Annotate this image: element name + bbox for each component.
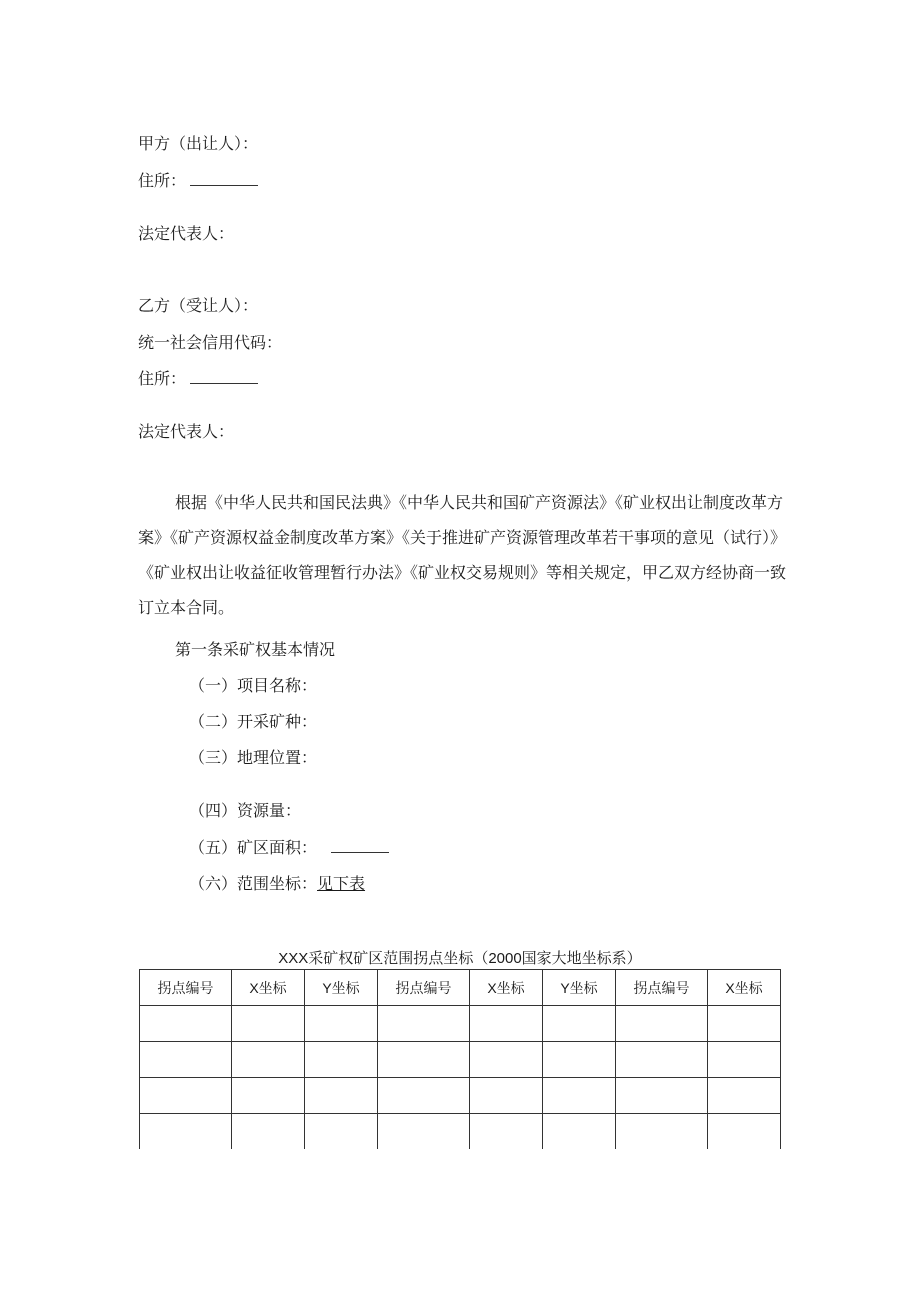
table-cell[interactable]: [470, 1042, 543, 1078]
table-cell[interactable]: [708, 1042, 781, 1078]
table-cell[interactable]: [140, 1006, 232, 1042]
party-a-address-blank[interactable]: [190, 171, 258, 186]
article-1-heading: 第一条采矿权基本情况: [175, 640, 336, 659]
header-cell: Y坐标: [543, 970, 616, 1006]
preamble-paragraph: [138, 485, 798, 625]
table-cell[interactable]: [616, 1006, 708, 1042]
party-b-credit-code: 统一社会信用代码：: [138, 333, 283, 352]
table-cell[interactable]: [470, 1078, 543, 1114]
item-location: （三）地理位置：: [189, 748, 318, 767]
item-coordinates: [189, 874, 365, 894]
table-cell[interactable]: [543, 1006, 616, 1042]
table-cell[interactable]: [378, 1042, 470, 1078]
item-area: [189, 838, 389, 858]
party-b-address-label: 住所：: [138, 369, 187, 388]
table-row: [140, 1042, 781, 1078]
item-coordinates-label: （六）范围坐标：: [189, 874, 318, 893]
header-cell: X坐标: [232, 970, 305, 1006]
party-b-representative: 法定代表人：: [138, 422, 235, 441]
table-cell[interactable]: [543, 1042, 616, 1078]
table-cell[interactable]: [140, 1114, 232, 1150]
party-b-title: 乙方（受让人）：: [138, 296, 259, 315]
item-area-blank[interactable]: [331, 838, 389, 853]
table-cell[interactable]: [616, 1042, 708, 1078]
table-row: [140, 1114, 781, 1150]
table-cell[interactable]: [305, 1114, 378, 1150]
item-area-label: （五）矿区面积：: [189, 838, 318, 857]
preamble-text: 根据《中华人民共和国民法典》《中华人民共和国矿产资源法》《矿业权出让制度改革方案》《矿产资源权益金制度改革方案》《关于推进矿产资源管理改革若干事项的意见（试行）》《矿业权出让收益征收管理暂行办法》《矿业权交易规则》等相关规定，甲乙双方经协商一致订立本合同。: [138, 493, 787, 617]
header-cell: 拐点编号: [378, 970, 470, 1006]
coordinate-table: [139, 969, 781, 1149]
table-cell[interactable]: [543, 1078, 616, 1114]
table-cell[interactable]: [140, 1042, 232, 1078]
table-cell[interactable]: [708, 1114, 781, 1150]
table-cell[interactable]: [305, 1042, 378, 1078]
party-a-title: 甲方（出让人）：: [138, 134, 259, 153]
header-cell: 拐点编号: [616, 970, 708, 1006]
table-cell[interactable]: [232, 1042, 305, 1078]
table-header-row: [140, 970, 781, 1006]
table-cell[interactable]: [708, 1078, 781, 1114]
party-a-address-label: 住所：: [138, 171, 187, 190]
table-cell[interactable]: [470, 1114, 543, 1150]
see-table-link: 见下表: [317, 874, 366, 893]
party-b-address-blank[interactable]: [190, 369, 258, 384]
header-cell: 拐点编号: [140, 970, 232, 1006]
header-cell: X坐标: [708, 970, 781, 1006]
table-cell[interactable]: [378, 1006, 470, 1042]
party-a-representative: 法定代表人：: [138, 224, 235, 243]
table-cell[interactable]: [305, 1006, 378, 1042]
table-cell[interactable]: [378, 1078, 470, 1114]
table-cell[interactable]: [232, 1006, 305, 1042]
item-resources: （四）资源量：: [189, 801, 302, 820]
table-cell[interactable]: [140, 1078, 232, 1114]
table-cell[interactable]: [470, 1006, 543, 1042]
table-caption: XXX采矿权矿区范围拐点坐标（2000国家大地坐标系）: [278, 950, 642, 967]
table-cell[interactable]: [616, 1078, 708, 1114]
table-cell[interactable]: [378, 1114, 470, 1150]
item-project-name: （一）项目名称：: [189, 676, 318, 695]
table-row: [140, 1006, 781, 1042]
table-row: [140, 1078, 781, 1114]
table-cell[interactable]: [232, 1114, 305, 1150]
table-cell[interactable]: [616, 1114, 708, 1150]
table-cell[interactable]: [708, 1006, 781, 1042]
item-mineral-type: （二）开采矿种：: [189, 712, 318, 731]
table-cell[interactable]: [232, 1078, 305, 1114]
party-b-address: [138, 369, 258, 389]
party-a-address: [138, 171, 258, 191]
header-cell: Y坐标: [305, 970, 378, 1006]
table-cell[interactable]: [305, 1078, 378, 1114]
table-cell[interactable]: [543, 1114, 616, 1150]
header-cell: X坐标: [470, 970, 543, 1006]
